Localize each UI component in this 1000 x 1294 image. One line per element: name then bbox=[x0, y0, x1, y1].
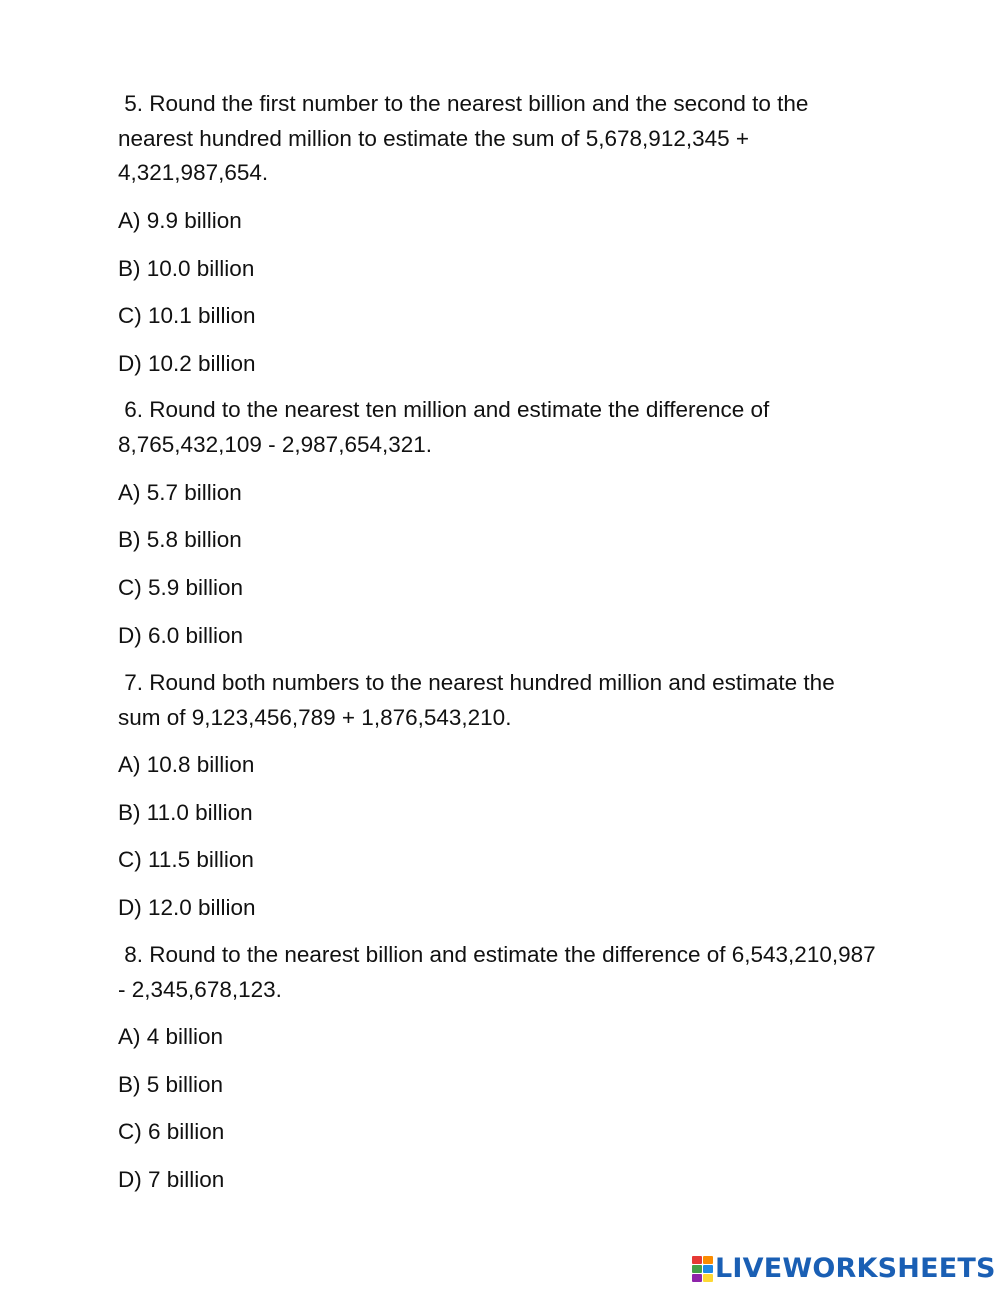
logo-cell bbox=[703, 1274, 713, 1282]
option-8d: D) 7 billion bbox=[118, 1167, 225, 1192]
logo-cell bbox=[692, 1265, 702, 1273]
option-7d: D) 12.0 billion bbox=[118, 895, 256, 920]
option-5c: C) 10.1 billion bbox=[118, 303, 256, 328]
option-8c: C) 6 billion bbox=[118, 1119, 225, 1144]
option-5a: A) 9.9 billion bbox=[118, 208, 242, 233]
option-6d: D) 6.0 billion bbox=[118, 623, 244, 648]
option-5b: B) 10.0 billion bbox=[118, 256, 255, 281]
option-6a: A) 5.7 billion bbox=[118, 480, 242, 505]
brand-name: LIVEWORKSHEETS bbox=[715, 1253, 996, 1284]
logo-cell bbox=[703, 1256, 713, 1264]
option-7c: C) 11.5 billion bbox=[118, 847, 254, 872]
option-8b: B) 5 billion bbox=[118, 1072, 224, 1097]
question-7: 7. Round both numbers to the nearest hundred million and estimate the sum of 9,123,456,789 + 1,876,543,210. bbox=[118, 670, 841, 730]
option-7b: B) 11.0 billion bbox=[118, 800, 253, 825]
option-5d: D) 10.2 billion bbox=[118, 351, 256, 376]
option-6c: C) 5.9 billion bbox=[118, 575, 244, 600]
liveworksheets-brand bbox=[692, 1254, 996, 1284]
logo-cell bbox=[692, 1274, 702, 1282]
option-8a: A) 4 billion bbox=[118, 1024, 224, 1049]
question-8: 8. Round to the nearest billion and estimate the difference of 6,543,210,987 - 2,345,678,123. bbox=[118, 942, 882, 1002]
liveworksheets-logo-icon bbox=[692, 1256, 712, 1282]
logo-cell bbox=[703, 1265, 713, 1273]
logo-cell bbox=[692, 1256, 702, 1264]
option-7a: A) 10.8 billion bbox=[118, 752, 255, 777]
question-5: 5. Round the first number to the nearest billion and the second to the nearest hundred million to estimate the sum of 5,678,912,345 + 4,321,987,654. bbox=[118, 91, 815, 185]
question-6: 6. Round to the nearest ten million and estimate the difference of 8,765,432,109 - 2,987,654,321. bbox=[118, 397, 776, 457]
option-6b: B) 5.8 billion bbox=[118, 527, 242, 552]
